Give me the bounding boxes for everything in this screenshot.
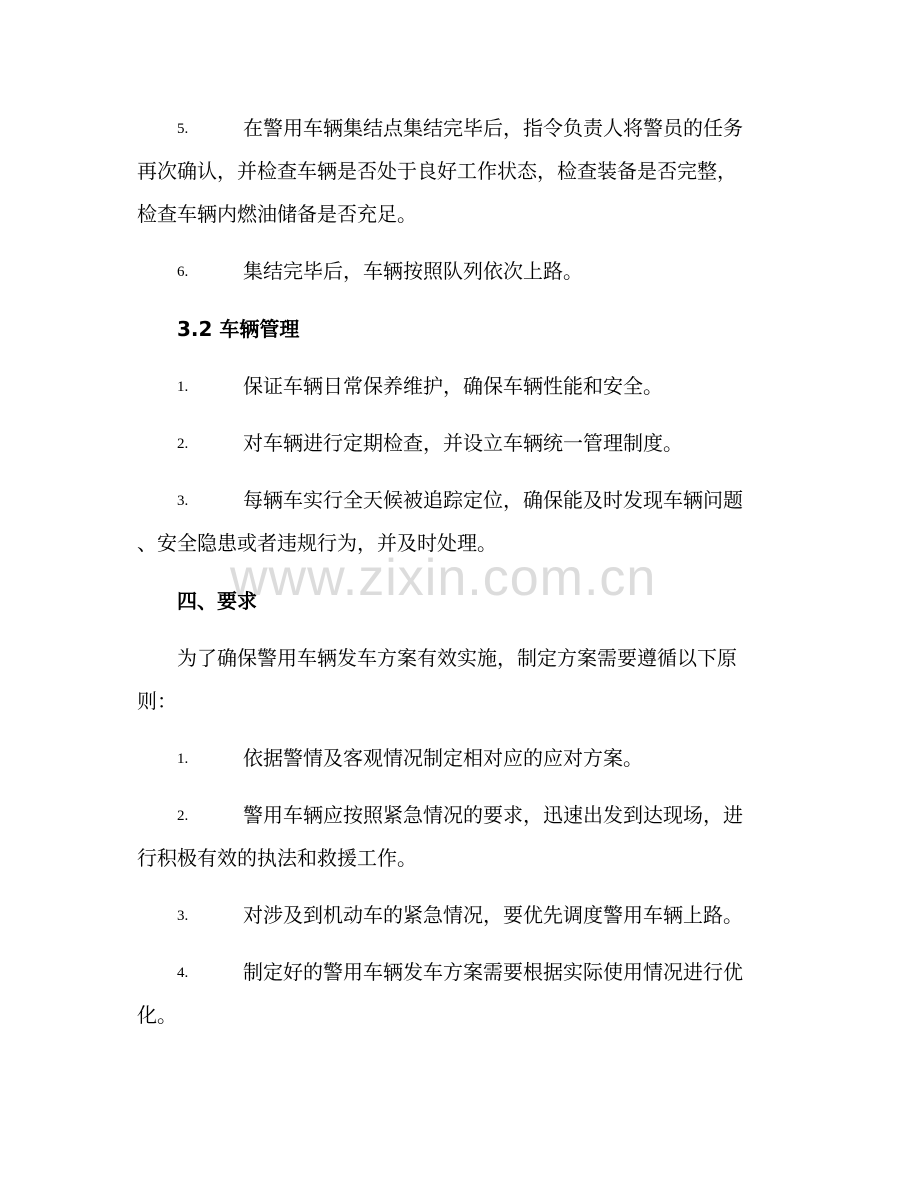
list-item-number: 1. — [177, 379, 189, 395]
list-item-number: 2. — [177, 436, 189, 452]
paragraph-line: 为了确保警用车辆发车方案有效实施，制定方案需要遵循以下原 — [177, 646, 737, 670]
list-item-number: 3. — [177, 908, 189, 924]
paragraph-line: 对车辆进行定期检查，并设立车辆统一管理制度。 — [243, 431, 683, 455]
paragraph-line: 在警用车辆集结点集结完毕后，指令负责人将警员的任务 — [243, 116, 743, 140]
section-heading: 3.2 车辆管理 — [177, 317, 300, 341]
paragraph-line: 行积极有效的执法和救援工作。 — [137, 846, 417, 870]
section-heading: 四、要求 — [177, 589, 257, 613]
list-item-number: 4. — [177, 965, 189, 981]
paragraph-line: 则： — [137, 689, 177, 713]
paragraph-line: 制定好的警用车辆发车方案需要根据实际使用情况进行优 — [243, 960, 743, 984]
list-item-number: 1. — [177, 751, 189, 767]
paragraph-line: 对涉及到机动车的紧急情况，要优先调度警用车辆上路。 — [243, 903, 743, 927]
paragraph-line: 警用车辆应按照紧急情况的要求，迅速出发到达现场，进 — [243, 803, 743, 827]
paragraph-line: 再次确认，并检查车辆是否处于良好工作状态，检查装备是否完整， — [137, 159, 737, 183]
watermark: www.zixin.com.cn — [230, 549, 657, 607]
paragraph-line: 每辆车实行全天候被追踪定位，确保能及时发现车辆问题 — [243, 488, 743, 512]
paragraph-line: 保证车辆日常保养维护，确保车辆性能和安全。 — [243, 374, 663, 398]
paragraph-line: 化。 — [137, 1003, 177, 1027]
list-item-number: 5. — [177, 121, 189, 137]
paragraph-line: 检查车辆内燃油储备是否充足。 — [137, 202, 417, 226]
paragraph-line: 、安全隐患或者违规行为，并及时处理。 — [137, 531, 497, 555]
paragraph-line: 依据警情及客观情况制定相对应的应对方案。 — [243, 746, 643, 770]
paragraph-line: 集结完毕后，车辆按照队列依次上路。 — [243, 259, 583, 283]
list-item-number: 3. — [177, 493, 189, 509]
list-item-number: 2. — [177, 808, 189, 824]
list-item-number: 6. — [177, 264, 189, 280]
